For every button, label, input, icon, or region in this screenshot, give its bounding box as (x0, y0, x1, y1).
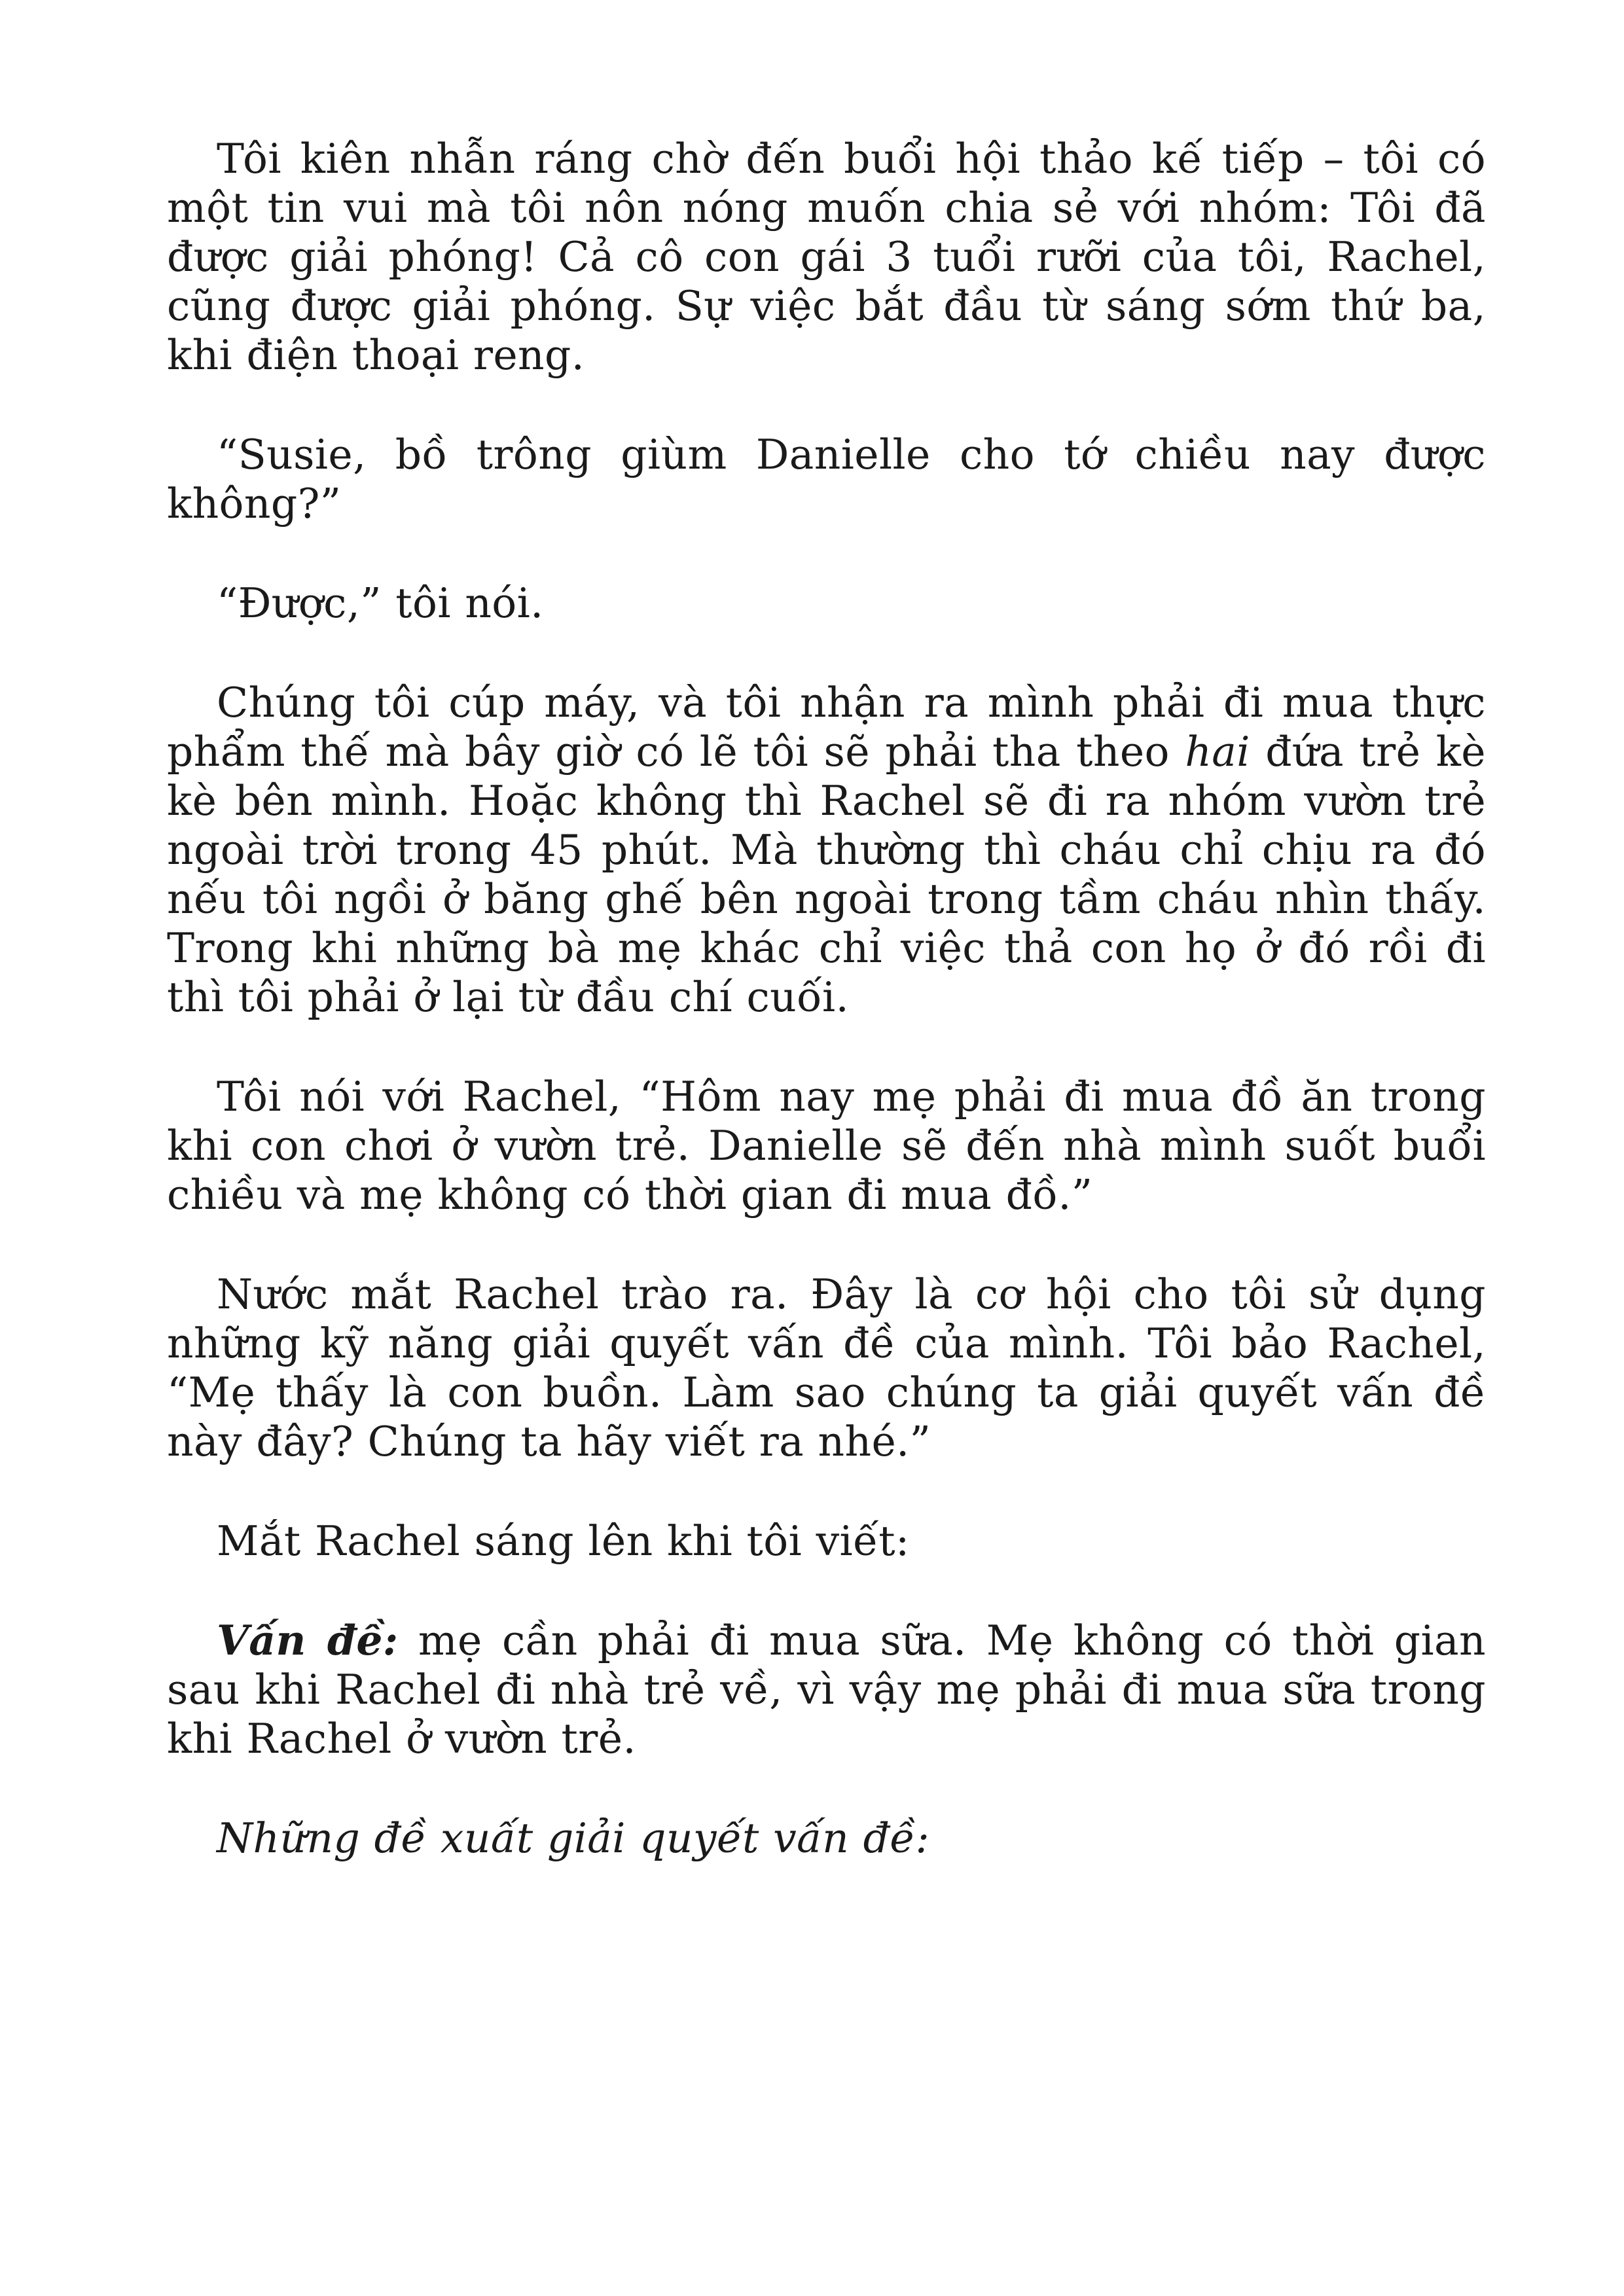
document-page (167, 134, 1486, 1863)
paragraph-shopping-dilemma-part2: đứa trẻ kè kè bên mình. Hoặc không thì Rachel sẽ đi ra nhóm vườn trẻ ngoài trời trong 45 phút. Mà thường thì cháu chỉ chịu ra đó nếu tôi ngồi ở băng ghế bên ngoài trong tầm cháu nhìn thấy. Trong khi những bà mẹ khác chỉ việc thả con họ ở đó rồi đi thì tôi phải ở lại từ đầu chí cuối. (167, 728, 1486, 1021)
problem-text: mẹ cần phải đi mua sữa. Mẹ không có thời gian sau khi Rachel đi nhà trẻ về, vì vậy mẹ phải đi mua sữa trong khi Rachel ở vườn trẻ. (167, 1617, 1486, 1763)
paragraph-shopping-dilemma-part1: Chúng tôi cúp máy, và tôi nhận ra mình phải đi mua thực phẩm thế mà bây giờ có lẽ tôi sẽ phải tha theo (167, 679, 1486, 776)
paragraph-shopping-dilemma (167, 678, 1486, 1022)
paragraph-intro: Tôi kiên nhẫn ráng chờ đến buổi hội thảo kế tiếp – tôi có một tin vui mà tôi nôn nóng muốn chia sẻ với nhóm: Tôi đã được giải phóng! Cả cô con gái 3 tuổi rưỡi của tôi, Rachel, cũng được giải phóng. Sự việc bắt đầu từ sáng sớm thứ ba, khi điện thoại reng. (167, 135, 1486, 379)
paragraph-problem (167, 1616, 1486, 1763)
paragraph-phone-request: “Susie, bồ trông giùm Danielle cho tớ chiều nay được không?” (167, 431, 1486, 528)
emphasis-hai: hai (1185, 728, 1250, 776)
paragraph-tears: Nước mắt Rachel trào ra. Đây là cơ hội cho tôi sử dụng những kỹ năng giải quyết vấn đề của mình. Tôi bảo Rachel, “Mẹ thấy là con buồn. Làm sao chúng ta giải quyết vấn đề này đây? Chúng ta hãy viết ra nhé.” (167, 1270, 1486, 1465)
paragraph-reply: “Được,” tôi nói. (217, 579, 544, 627)
paragraph-talk-to-rachel: Tôi nói với Rachel, “Hôm nay mẹ phải đi mua đồ ăn trong khi con chơi ở vườn trẻ. Danielle sẽ đến nhà mình suốt buổi chiều và mẹ không có thời gian đi mua đồ.” (167, 1073, 1486, 1219)
paragraph-eyes-light-up: Mắt Rachel sáng lên khi tôi viết: (217, 1517, 910, 1565)
solutions-heading: Những đề xuất giải quyết vấn đề: (217, 1814, 930, 1862)
paragraph-solutions-heading (167, 1814, 1486, 1863)
problem-label: Vấn đề: (217, 1616, 399, 1664)
